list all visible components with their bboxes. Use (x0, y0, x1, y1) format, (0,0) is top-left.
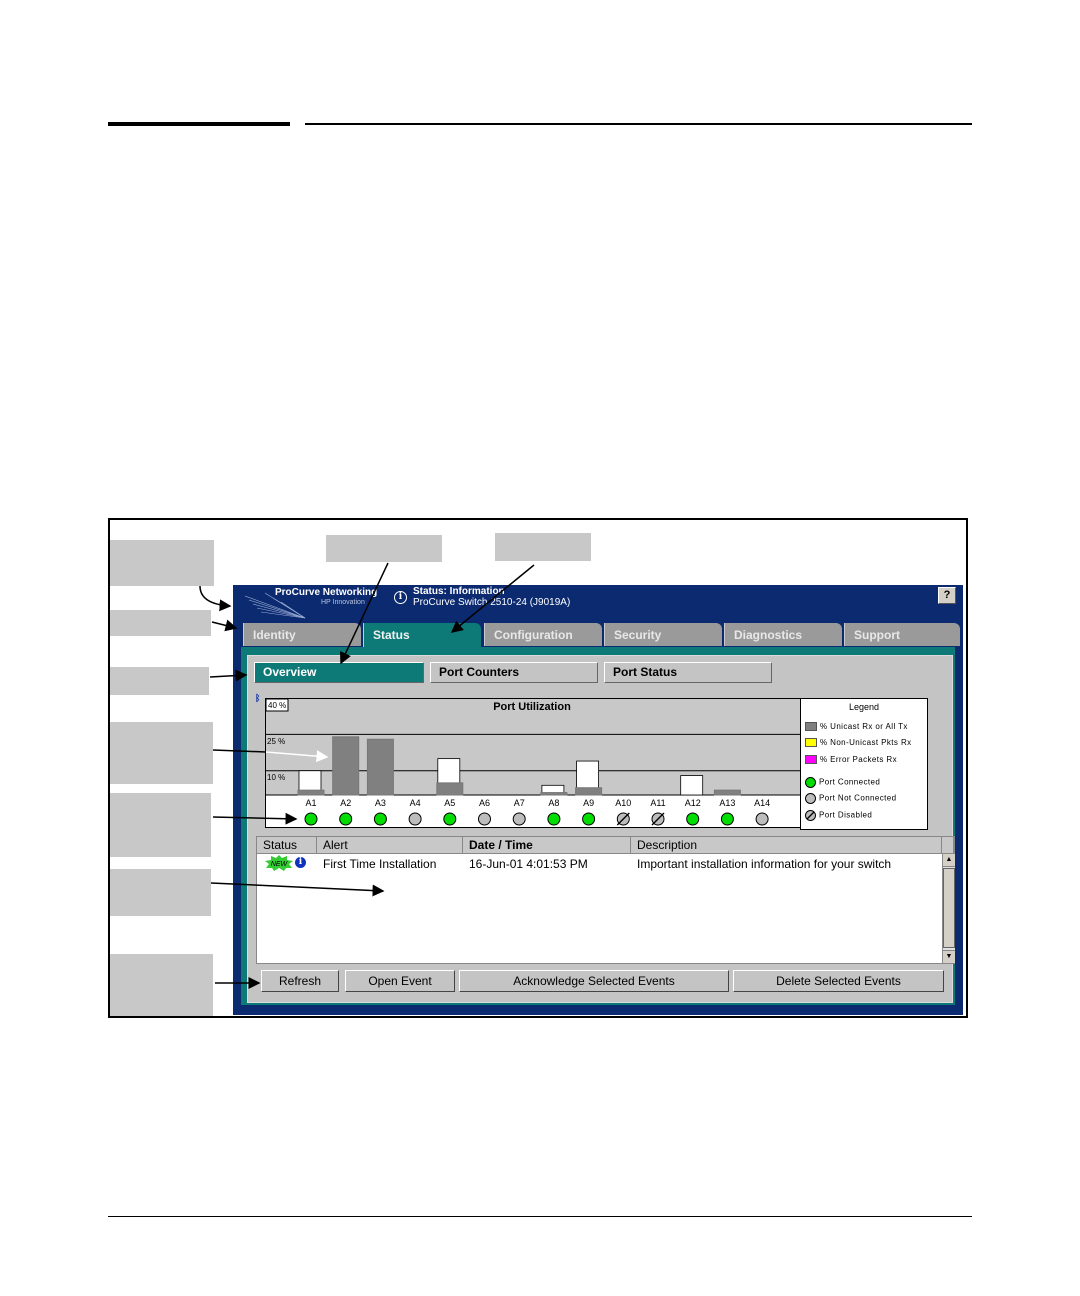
port-status-connected-icon (305, 813, 317, 825)
help-button[interactable]: ? (938, 587, 956, 604)
legend-swatch (805, 722, 817, 731)
utilization-bar (298, 790, 324, 795)
app-window (233, 585, 963, 1015)
callout-box (110, 869, 211, 916)
app-header (233, 585, 963, 622)
delete-events-button[interactable]: Delete Selected Events (733, 970, 944, 992)
legend-label: % Unicast Rx or All Tx (820, 722, 908, 731)
port-label: A11 (650, 798, 666, 808)
legend-label: Port Not Connected (819, 793, 897, 803)
open-event-button[interactable]: Open Event (345, 970, 455, 992)
scroll-thumb[interactable] (943, 868, 955, 948)
utilization-bar (541, 793, 567, 795)
utilization-bar (437, 783, 463, 795)
tab-diagnostics[interactable]: Diagnostics (724, 623, 842, 646)
svg-text:NEW: NEW (270, 861, 288, 868)
port-status-connected-icon (374, 813, 386, 825)
port-status-connected-icon (721, 813, 733, 825)
legend-label: % Error Packets Rx (820, 755, 897, 764)
port-label: A6 (478, 798, 491, 808)
port-status-connected-icon (687, 813, 699, 825)
chart-title: Port Utilization (493, 701, 571, 713)
y-tick-label: 10 % (267, 773, 286, 782)
alert-name: First Time Installation (323, 857, 437, 871)
refresh-button[interactable]: Refresh (261, 970, 339, 992)
port-status-connected-icon (583, 813, 595, 825)
tab-content (241, 647, 955, 1005)
legend-item-not-connected (805, 793, 896, 804)
port-label: A8 (548, 798, 560, 808)
column-header-alert[interactable]: Alert (317, 837, 463, 854)
utilization-bar (714, 790, 740, 795)
peak-bar (681, 776, 703, 795)
port-label: A13 (719, 798, 736, 808)
tab-configuration[interactable]: Configuration (484, 623, 602, 646)
tab-identity[interactable]: Identity (243, 623, 361, 646)
port-status-connected-icon (444, 813, 456, 825)
utilization-bar (576, 788, 602, 795)
port-label: A4 (409, 798, 421, 808)
event-info-icon: i (295, 857, 306, 868)
logo-subtitle: HP Innovation (321, 599, 365, 606)
legend-swatch (805, 738, 817, 747)
port-label: A12 (684, 798, 701, 808)
callout-box (110, 667, 209, 695)
column-header-status[interactable]: Status (257, 837, 317, 854)
callout-box (110, 610, 211, 636)
callout-box (326, 535, 442, 562)
port-status-connected-icon (340, 813, 352, 825)
legend-item-unicast (805, 722, 908, 733)
port-label: A2 (340, 798, 352, 808)
legend-item-connected (805, 777, 880, 788)
port-label: A10 (615, 798, 632, 808)
alert-log-table (256, 836, 955, 964)
utilization-bar (333, 737, 359, 795)
port-label: A3 (374, 798, 386, 808)
legend-label: Port Disabled (819, 810, 873, 820)
port-status-not-connected-icon (513, 813, 525, 825)
port-label: A9 (583, 798, 595, 808)
logo-title: ProCurve Networking (275, 587, 378, 598)
callout-box (110, 793, 211, 857)
port-connected-icon (805, 777, 816, 788)
port-disabled-icon (805, 810, 816, 821)
port-label: A5 (444, 798, 456, 808)
acknowledge-events-button[interactable]: Acknowledge Selected Events (459, 970, 729, 992)
subtab-port-status[interactable]: Port Status (604, 662, 772, 683)
tab-support[interactable]: Support (844, 623, 960, 646)
legend-swatch (805, 755, 817, 764)
legend-label: % Non-Unicast Pkts Rx (820, 738, 912, 747)
header-rule-thick (108, 122, 290, 126)
footer-rule (108, 1216, 972, 1217)
callout-box (110, 954, 213, 1016)
port-label: A14 (754, 798, 771, 808)
callout-box (110, 722, 213, 784)
legend-item-disabled (805, 810, 872, 821)
column-header-description[interactable]: Description (631, 837, 942, 854)
utilization-bar (367, 739, 393, 795)
new-badge-icon (264, 855, 294, 871)
status-panel (247, 655, 953, 1003)
port-not-connected-icon (805, 793, 816, 804)
tab-security[interactable]: Security (604, 623, 722, 646)
port-status-not-connected-icon (409, 813, 421, 825)
port-status-connected-icon (548, 813, 560, 825)
port-status-not-connected-icon (479, 813, 491, 825)
port-label: A7 (513, 798, 525, 808)
status-title: Status: Information (413, 586, 505, 597)
y-tick-label: 40 % (268, 701, 287, 710)
tab-status[interactable]: Status (363, 623, 481, 649)
callout-box (495, 533, 591, 561)
legend-title: Legend (848, 702, 880, 712)
callout-box (110, 540, 214, 586)
port-status-not-connected-icon (756, 813, 768, 825)
y-tick-label: 25 % (267, 737, 286, 746)
scroll-down-icon[interactable]: ▼ (943, 950, 955, 963)
legend-item-error (805, 755, 897, 766)
alert-datetime: 16-Jun-01 4:01:53 PM (469, 857, 588, 871)
legend-item-non-unicast (805, 738, 912, 749)
bluetooth-mark-icon: ᛒ (255, 693, 261, 703)
header-rule-thin (305, 123, 972, 125)
legend (800, 698, 928, 830)
port-utilization-chart (265, 698, 803, 828)
scroll-up-icon[interactable]: ▲ (943, 854, 955, 867)
device-name: ProCurve Switch 2510-24 (J9019A) (413, 597, 571, 608)
legend-label: Port Connected (819, 777, 881, 787)
port-label: A1 (305, 798, 317, 808)
alert-description: Important installation information for your switch (637, 857, 892, 871)
table-row[interactable] (257, 855, 942, 873)
info-icon: i (394, 591, 407, 604)
column-header-datetime[interactable]: Date / Time (463, 837, 631, 854)
table-header-spacer (942, 837, 954, 854)
subtab-overview[interactable]: Overview (254, 662, 424, 683)
subtab-port-counters[interactable]: Port Counters (430, 662, 598, 683)
table-scrollbar[interactable] (942, 854, 955, 963)
